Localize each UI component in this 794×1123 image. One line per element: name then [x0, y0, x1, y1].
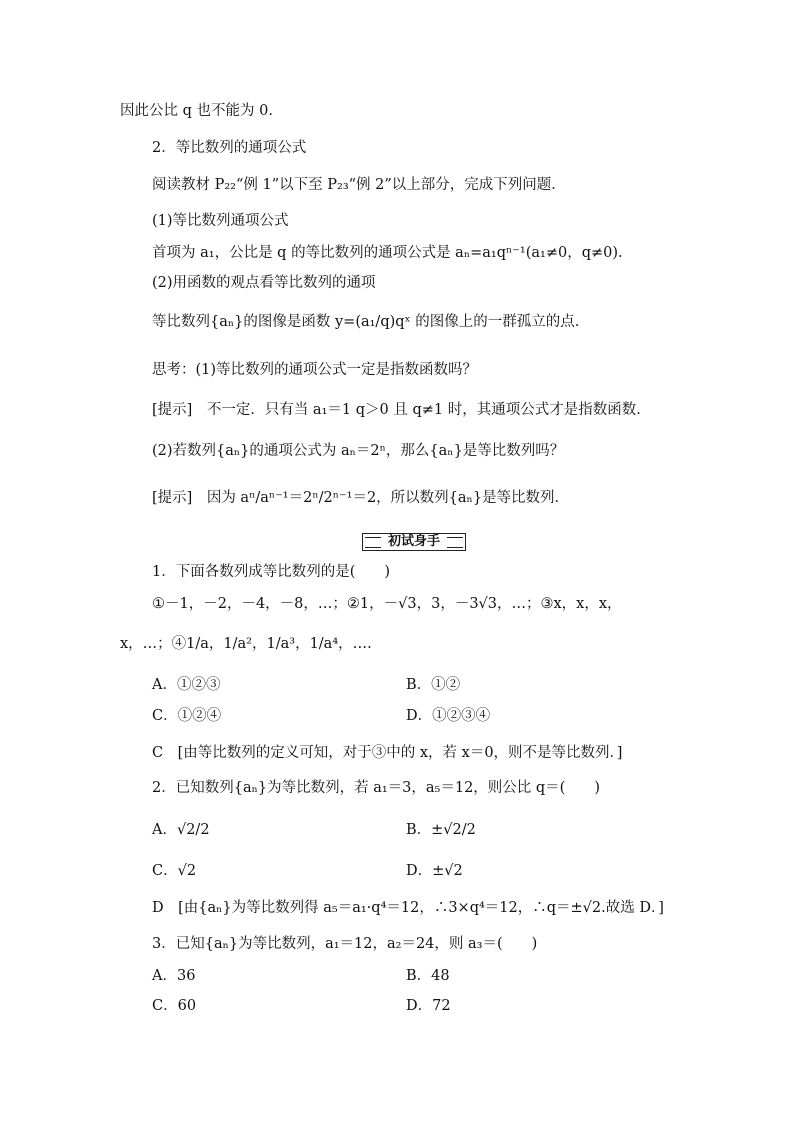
option-d: D．①②③④: [406, 708, 491, 724]
option-c: C．√2: [152, 863, 197, 879]
hint-line: [提示] 因为 aⁿ/aⁿ⁻¹＝2ⁿ/2ⁿ⁻¹＝2，所以数列{aₙ}是等比数列．: [152, 490, 570, 506]
section-banner: [362, 533, 466, 551]
text-line: 阅读教材 P₂₂“例 1”以下至 P₂₃“例 2”以上部分，完成下列问题．: [152, 177, 566, 193]
answer-line: D [由{aₙ}为等比数列得 a₅＝a₁·q⁴＝12，∴3×q⁴＝12，∴q＝±√2.故选 D．]: [152, 900, 664, 916]
option-a: A．①②③: [152, 677, 221, 693]
option-a: A．36: [152, 968, 196, 984]
question-line: (2)若数列{aₙ}的通项公式为 aₙ＝2ⁿ，那么{aₙ}是等比数列吗？: [152, 443, 565, 459]
question-stem: 2．已知数列{aₙ}为等比数列，若 a₁＝3，a₅＝12，则公比 q＝( ): [152, 780, 600, 796]
hint-line: [提示] 不一定．只有当 a₁＝1 q＞0 且 q≠1 时，其通项公式才是指数函数．: [152, 402, 651, 418]
sequence-line: x，…；④1/a，1/a²，1/a³，1/a⁴，….: [120, 636, 372, 652]
question-line: 思考：(1)等比数列的通项公式一定是指数函数吗？: [152, 362, 478, 378]
option-c: C．60: [152, 998, 197, 1014]
sequence-line: ①－1，－2，－4，－8，…；②1，－√3，3，－3√3，…；③x，x，x，: [152, 596, 622, 612]
option-c: C．①②④: [152, 708, 222, 724]
banner-right-bar: [447, 537, 463, 548]
question-stem: 3．已知{aₙ}为等比数列，a₁＝12，a₂＝24，则 a₃＝( ): [152, 936, 538, 952]
option-d: D．±√2: [406, 863, 463, 879]
section-heading: 2．等比数列的通项公式: [152, 140, 307, 156]
option-b: B．①②: [406, 677, 461, 693]
option-b: B．±√2/2: [406, 822, 476, 838]
text-line: 因此公比 q 也不能为 0.: [120, 103, 273, 119]
answer-line: C [由等比数列的定义可知，对于③中的 x，若 x＝0，则不是等比数列．]: [152, 745, 623, 761]
option-a: A．√2/2: [152, 822, 210, 838]
formula-line: 首项为 a₁，公比是 q 的等比数列的通项公式是 aₙ=a₁qⁿ⁻¹(a₁≠0，q≠0).: [152, 245, 623, 261]
question-stem: 1．下面各数列成等比数列的是( ): [152, 564, 391, 580]
option-b: B．48: [406, 968, 450, 984]
subheading: (2)用函数的观点看等比数列的通项: [152, 275, 376, 291]
option-d: D．72: [406, 998, 451, 1014]
text-line: 等比数列{aₙ}的图像是函数 y=(a₁/q)qˣ 的图像上的一群孤立的点.: [152, 314, 580, 330]
subheading: (1)等比数列通项公式: [152, 213, 289, 229]
section-banner-label: 初试身手: [387, 534, 440, 549]
